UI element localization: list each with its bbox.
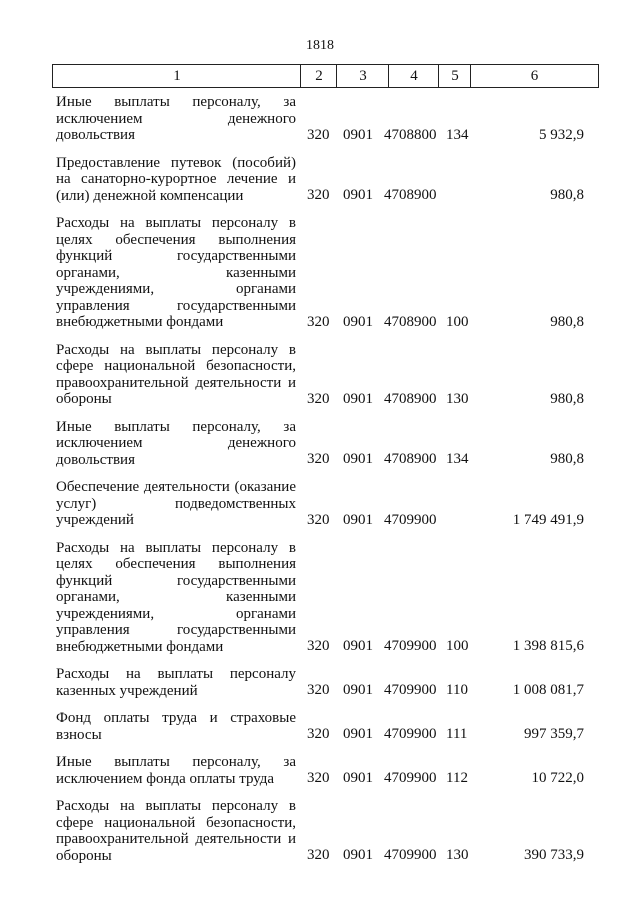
table-row <box>0 215 640 331</box>
description-line: Расходы на выплаты персоналу в <box>56 539 296 556</box>
cell-col-3: 0901 <box>343 770 373 786</box>
cell-col-5: 111 <box>446 726 468 742</box>
cell-col-2: 320 <box>307 313 330 330</box>
description-line: Расходы на выплаты персоналу <box>56 666 296 682</box>
cell-col-4: 4709900 <box>384 511 437 528</box>
table-row <box>0 666 640 699</box>
description-line: Иные выплаты персоналу, за <box>56 94 296 110</box>
table-row <box>0 479 640 529</box>
cell-col-3: 0901 <box>343 451 373 467</box>
cell-col-2: 320 <box>307 682 330 698</box>
cell-col-6: 980,8 <box>550 187 584 203</box>
row-values <box>0 313 640 331</box>
cell-col-2: 320 <box>307 187 330 203</box>
row-values <box>0 725 640 743</box>
description-line: функций государственными <box>56 248 296 264</box>
description-line: управления государственными <box>56 622 296 638</box>
cell-col-5: 100 <box>446 638 469 654</box>
cell-col-3: 0901 <box>343 313 373 330</box>
description-line: исключением денежного <box>56 110 296 127</box>
cell-col-4: 4709900 <box>384 847 437 863</box>
description-line: Расходы на выплаты персоналу в <box>56 798 296 814</box>
table-row <box>0 540 640 656</box>
cell-col-6: 980,8 <box>550 451 584 467</box>
header-col-4: 4 <box>388 64 439 88</box>
table-row <box>0 710 640 743</box>
cell-col-3: 0901 <box>343 126 373 143</box>
cell-col-4: 4708900 <box>384 187 437 203</box>
cell-col-2: 320 <box>307 390 330 407</box>
cell-col-6: 997 359,7 <box>524 726 584 742</box>
cell-col-6: 1 749 491,9 <box>512 511 584 528</box>
cell-col-3: 0901 <box>343 726 373 742</box>
cell-col-4: 4708800 <box>384 126 437 143</box>
description-line: органами, казенными <box>56 264 296 281</box>
cell-col-4: 4708900 <box>384 451 437 467</box>
cell-col-3: 0901 <box>343 390 373 407</box>
cell-col-3: 0901 <box>343 682 373 698</box>
table-header <box>52 64 599 88</box>
description-line: целях обеспечения выполнения <box>56 231 296 248</box>
description-line: органами, казенными <box>56 589 296 605</box>
table-row <box>0 754 640 787</box>
description-line: исключением фонда оплаты труда <box>56 770 275 787</box>
table-row <box>0 342 640 408</box>
description-line: учреждений <box>56 512 134 528</box>
description-line: внебюджетными фондами <box>56 314 224 330</box>
header-col-6: 6 <box>470 64 599 88</box>
cell-col-3: 0901 <box>343 638 373 654</box>
cell-col-5: 100 <box>446 313 469 330</box>
table-row <box>0 419 640 469</box>
cell-col-6: 1 398 815,6 <box>512 638 584 654</box>
row-values <box>0 681 640 699</box>
table-row <box>0 155 640 205</box>
cell-col-6: 10 722,0 <box>531 770 584 786</box>
description-line: целях обеспечения выполнения <box>56 556 296 572</box>
description-line: исключением денежного <box>56 435 296 451</box>
cell-col-2: 320 <box>307 451 330 467</box>
header-col-3: 3 <box>336 64 389 88</box>
description-line: функций государственными <box>56 572 296 589</box>
cell-col-3: 0901 <box>343 187 373 203</box>
description-line: обороны <box>56 391 112 407</box>
description-line: Расходы на выплаты персоналу в <box>56 215 296 231</box>
description-line: Предоставление путевок (пособий) <box>56 154 296 171</box>
description-line: правоохранительной деятельности и <box>56 831 296 847</box>
cell-col-2: 320 <box>307 638 330 654</box>
cell-col-2: 320 <box>307 847 330 863</box>
page-number: 1818 <box>306 38 334 53</box>
description-line: управления государственными <box>56 297 296 314</box>
row-values <box>0 511 640 529</box>
row-values <box>0 450 640 468</box>
description-line: довольствия <box>56 127 135 143</box>
cell-col-5: 134 <box>446 451 469 467</box>
description-line: Фонд оплаты труда и страховые <box>56 710 296 726</box>
description-line: (или) денежной компенсации <box>56 187 244 204</box>
cell-col-4: 4708900 <box>384 313 437 330</box>
cell-col-4: 4708900 <box>384 390 437 407</box>
row-values <box>0 390 640 408</box>
cell-col-2: 320 <box>307 126 330 143</box>
row-values <box>0 186 640 204</box>
cell-col-2: 320 <box>307 726 330 742</box>
header-col-2: 2 <box>300 64 337 88</box>
cell-col-5: 110 <box>446 682 468 698</box>
description-line: обороны <box>56 847 112 864</box>
cell-col-4: 4709900 <box>384 638 437 654</box>
cell-col-6: 1 008 081,7 <box>512 682 584 698</box>
row-values <box>0 846 640 864</box>
cell-col-3: 0901 <box>343 847 373 863</box>
description-line: сфере национальной безопасности, <box>56 358 296 374</box>
cell-col-5: 130 <box>446 847 469 863</box>
cell-col-3: 0901 <box>343 511 373 528</box>
description-line: внебюджетными фондами <box>56 638 224 655</box>
table-row <box>0 798 640 864</box>
header-col-1: 1 <box>52 64 301 88</box>
row-values <box>0 126 640 144</box>
cell-col-6: 5 932,9 <box>539 126 584 143</box>
cell-col-6: 980,8 <box>550 390 584 407</box>
cell-col-5: 112 <box>446 770 468 786</box>
cell-col-2: 320 <box>307 511 330 528</box>
table-row <box>0 94 640 144</box>
header-col-5: 5 <box>438 64 471 88</box>
description-line: взносы <box>56 726 102 743</box>
row-values <box>0 637 640 655</box>
row-values <box>0 769 640 787</box>
description-line: на санаторно-курортное лечение и <box>56 171 296 187</box>
cell-col-2: 320 <box>307 770 330 786</box>
description-line: Иные выплаты персоналу, за <box>56 418 296 435</box>
description-line: учреждениями, органами <box>56 281 296 297</box>
cell-col-6: 390 733,9 <box>524 847 584 863</box>
description-line: услуг) подведомственных <box>56 495 296 512</box>
description-line: учреждениями, органами <box>56 605 296 622</box>
cell-col-5: 134 <box>446 126 469 143</box>
cell-col-4: 4709900 <box>384 770 437 786</box>
cell-col-5: 130 <box>446 390 469 407</box>
cell-col-4: 4709900 <box>384 726 437 742</box>
cell-col-6: 980,8 <box>550 313 584 330</box>
description-line: довольствия <box>56 451 135 468</box>
description-line: Иные выплаты персоналу, за <box>56 754 296 770</box>
cell-col-4: 4709900 <box>384 682 437 698</box>
description-line: сфере национальной безопасности, <box>56 814 296 831</box>
description-line: Обеспечение деятельности (оказание <box>56 479 296 495</box>
table-body <box>0 94 640 875</box>
description-line: Расходы на выплаты персоналу в <box>56 341 296 358</box>
description-line: казенных учреждений <box>56 682 198 699</box>
description-line: правоохранительной деятельности и <box>56 374 296 391</box>
